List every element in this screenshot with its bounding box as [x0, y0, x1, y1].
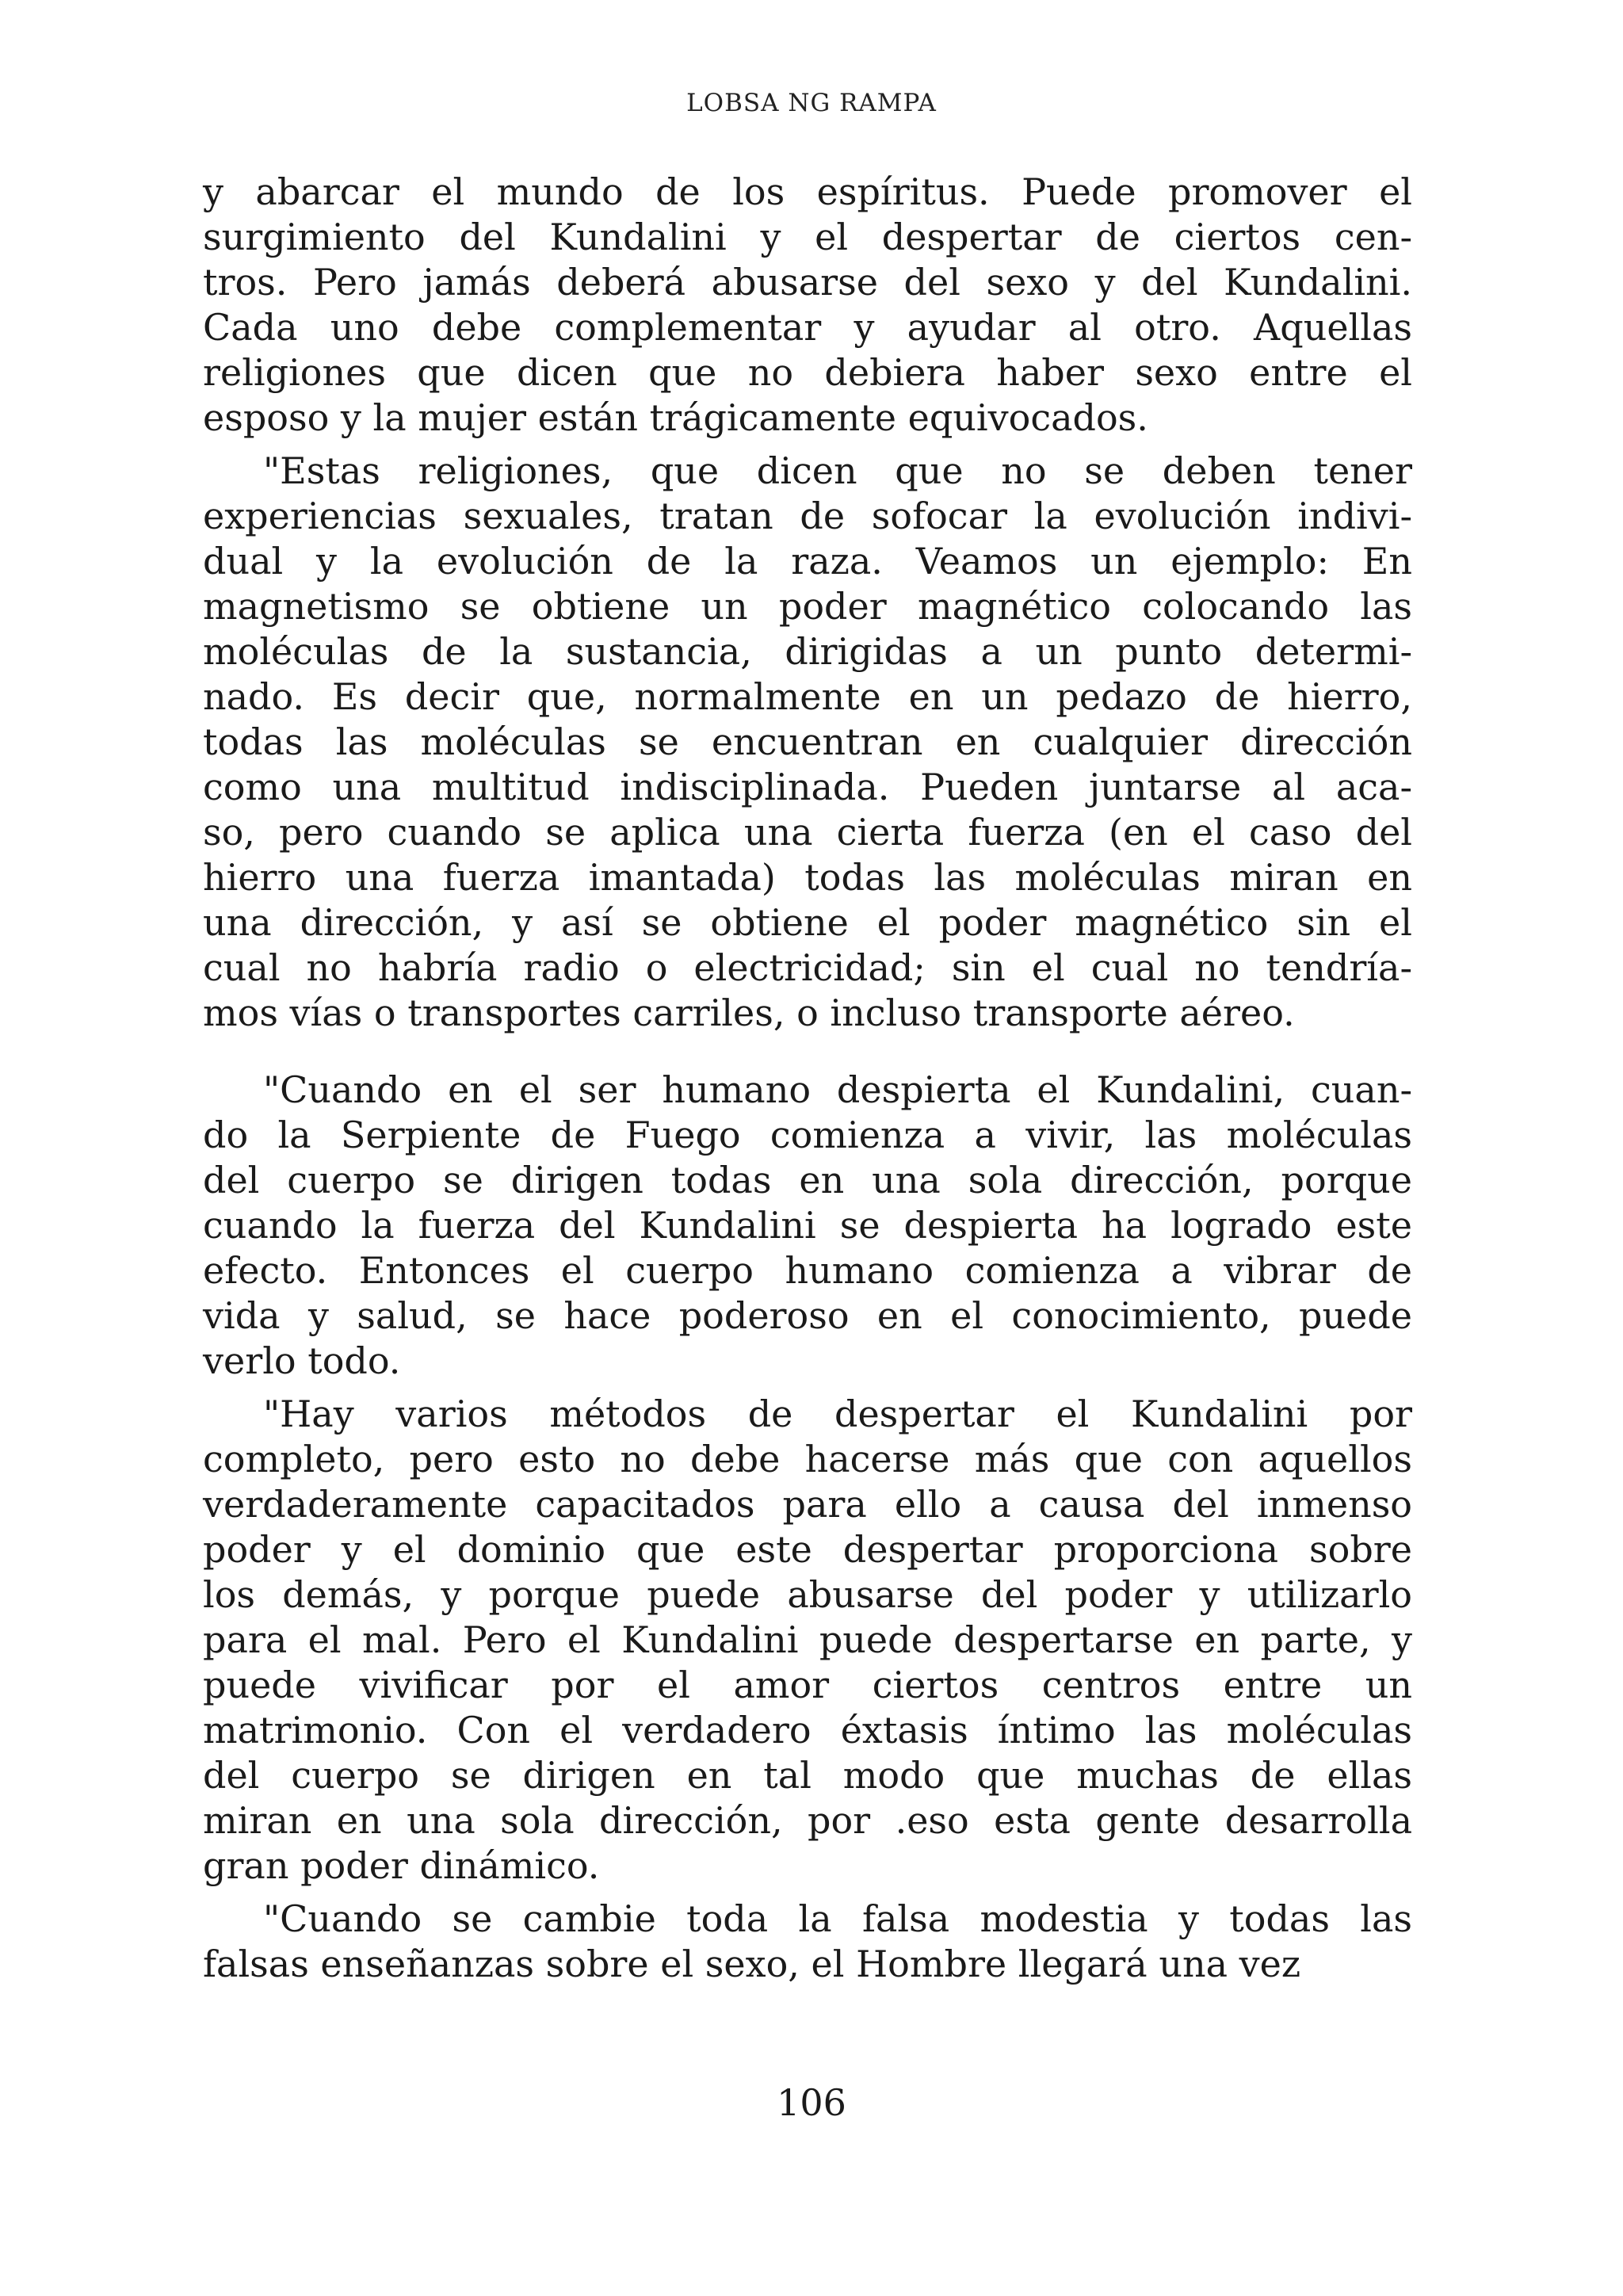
running-header: LOBSA NG RAMPA [686, 89, 937, 117]
text-line: del cuerpo se dirigen en tal modo que muchas de ellas [203, 1754, 1412, 1797]
text-line: so, pero cuando se aplica una cierta fuerza (en el caso del [203, 811, 1412, 854]
text-line: completo, pero esto no debe hacerse más que con aquellos [203, 1438, 1412, 1480]
text-line: dual y la evolución de la raza. Veamos un ejemplo: En [203, 540, 1412, 583]
text-line: y abarcar el mundo de los espíritus. Puede promover el [203, 170, 1412, 213]
text-line: cuando la fuerza del Kundalini se despierta ha logrado este [203, 1204, 1412, 1247]
text-line: verlo todo. [203, 1339, 401, 1382]
text-line: todas las moléculas se encuentran en cualquier dirección [203, 720, 1412, 763]
text-line: esposo y la mujer están trágicamente equivocados. [203, 396, 1148, 439]
text-line: "Cuando en el ser humano despierta el Kundalini, cuan- [263, 1068, 1412, 1111]
page-number: 106 [777, 2081, 846, 2124]
text-line: verdaderamente capacitados para ello a causa del inmenso [203, 1483, 1412, 1526]
text-line: efecto. Entonces el cuerpo humano comienza a vibrar de [203, 1249, 1412, 1292]
body-text [203, 170, 1412, 1987]
paragraph-2 [203, 449, 1412, 1036]
text-line: los demás, y porque puede abusarse del poder y utilizarlo [203, 1573, 1412, 1616]
text-line: puede vivificar por el amor ciertos centros entre un [203, 1664, 1412, 1706]
text-line: falsas enseñanzas sobre el sexo, el Hombre llegará una vez [203, 1943, 1301, 1985]
text-line: nado. Es decir que, normalmente en un pedazo de hierro, [203, 675, 1412, 718]
text-line: do la Serpiente de Fuego comienza a vivir, las moléculas [203, 1114, 1412, 1156]
text-line: miran en una sola dirección, por .eso esta gente desarrolla [203, 1799, 1412, 1842]
text-line: moléculas de la sustancia, dirigidas a un punto determi- [203, 630, 1412, 673]
text-line: cual no habría radio o electricidad; sin el cual no tendría- [203, 946, 1412, 989]
text-line: hierro una fuerza imantada) todas las moléculas miran en [203, 856, 1412, 899]
text-line: gran poder dinámico. [203, 1844, 600, 1887]
text-line: mos vías o transportes carriles, o incluso transporte aéreo. [203, 991, 1295, 1034]
paragraph-5 [203, 1897, 1412, 1987]
paragraph-4 [203, 1392, 1412, 1889]
text-line: Cada uno debe complementar y ayudar al otro. Aquellas [203, 306, 1412, 349]
text-line: matrimonio. Con el verdadero éxtasis íntimo las moléculas [203, 1709, 1412, 1752]
text-line: "Hay varios métodos de despertar el Kundalini por [263, 1392, 1412, 1435]
text-line: religiones que dicen que no debiera haber sexo entre el [203, 351, 1412, 394]
text-line: para el mal. Pero el Kundalini puede despertarse en parte, y [203, 1618, 1412, 1661]
text-line: poder y el dominio que este despertar proporciona sobre [203, 1528, 1412, 1571]
text-line: "Estas religiones, que dicen que no se deben tener [263, 449, 1412, 492]
text-line: experiencias sexuales, tratan de sofocar la evolución indivi- [203, 495, 1412, 537]
text-line: vida y salud, se hace poderoso en el conocimiento, puede [203, 1294, 1412, 1337]
text-line: una dirección, y así se obtiene el poder magnético sin el [203, 901, 1412, 944]
paragraph-3 [203, 1068, 1412, 1384]
text-line: tros. Pero jamás deberá abusarse del sexo y del Kundalini. [203, 261, 1412, 304]
text-line: como una multitud indisciplinada. Pueden juntarse al aca- [203, 766, 1412, 808]
paragraph-1 [203, 170, 1412, 441]
text-line: surgimiento del Kundalini y el despertar de ciertos cen- [203, 216, 1412, 258]
text-line: del cuerpo se dirigen todas en una sola dirección, porque [203, 1159, 1412, 1201]
text-line: "Cuando se cambie toda la falsa modestia y todas las [263, 1897, 1412, 1940]
text-line: magnetismo se obtiene un poder magnético colocando las [203, 585, 1412, 628]
